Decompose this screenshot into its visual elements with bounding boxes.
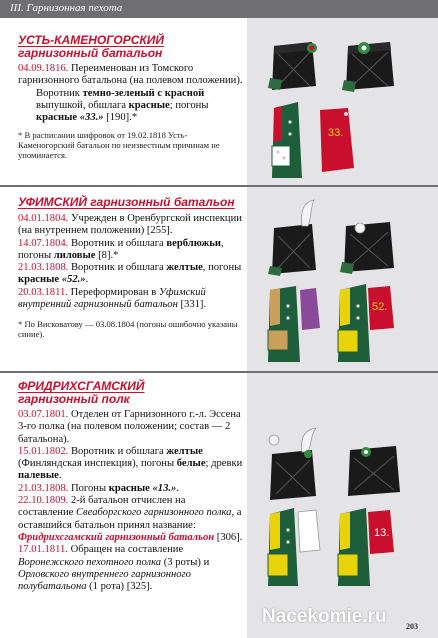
entry — [18, 287, 243, 312]
entry — [18, 446, 243, 483]
chapter-header-bar — [0, 0, 438, 18]
entry-text: Учрежден в Оренбургской инспекции (на внутреннем положении) [255]. — [18, 213, 242, 237]
entry-text: , а оставшийся батальон принял название: — [18, 507, 242, 531]
entry-text: лиловые — [53, 249, 96, 261]
entry-text: [331]. — [177, 299, 207, 311]
entry-text: Фридрихсгамский гарнизонный батальон — [18, 531, 215, 543]
entry-date: 21.03.1808. — [18, 262, 69, 274]
entry-text: Воротник и обшлага — [70, 237, 167, 249]
footnote: * В расписании шифровок от 19.02.1818 Усть-Каменогорский батальон по неизвестным причинам не упоминается. — [18, 130, 220, 161]
entry-date: 22.10.1809. — [18, 495, 69, 507]
entry — [18, 238, 243, 263]
entry — [18, 213, 243, 238]
shoulder-strap-33 — [316, 106, 360, 176]
footnote: * По Висковатову — 03.08.1804 (погоны ошибочно указаны синие). — [18, 319, 238, 340]
shoulder-strap — [320, 108, 354, 172]
entry-text: Воротник — [36, 87, 83, 99]
pompon-icon — [355, 223, 365, 233]
entry — [18, 495, 243, 544]
entry-text: Отделен от Гарнизонного г.-л. Эссена 3-го полка (на полевом положении; состав — 2 батальона). — [18, 409, 241, 445]
shako-illustration — [260, 426, 340, 502]
shoulder-strap — [300, 288, 320, 330]
collar-cuff-illustration — [334, 282, 400, 364]
collar-cuff-illustration — [334, 506, 400, 588]
entry-text: Переименован из Томского гарнизонного батальона (на полевом положении). — [18, 63, 243, 87]
entry-text: выпушкой, обшлага — [36, 99, 129, 111]
entry — [18, 88, 243, 125]
collar-cuff-illustration — [264, 506, 326, 588]
entry-text: красные — [18, 274, 62, 286]
entry-date: 14.07.1804. — [18, 237, 69, 249]
entry-date: 04.01.1804. — [18, 213, 69, 224]
entry-text: верблюжьи — [166, 237, 221, 249]
shako-illustration — [340, 440, 412, 502]
entry-date: 17.01.1811. — [18, 544, 68, 556]
entry-text: , погоны — [18, 237, 224, 261]
entry — [18, 483, 243, 495]
entry-text: желтые — [166, 262, 203, 274]
entry — [18, 63, 243, 88]
entry-text: 2-й батальон отчислен на составление — [18, 495, 186, 519]
shako-body — [272, 224, 316, 274]
section-title: УФИМСКИЙ гарнизонный батальон — [18, 195, 235, 209]
pompon-icon — [269, 435, 279, 445]
collar-cuff-illustration — [268, 100, 322, 180]
section-divider — [0, 371, 438, 373]
entry-date: 03.07.1801. — [18, 409, 69, 420]
entry-text: Уфимский внутренний гарнизонный батальон — [18, 286, 206, 311]
entry-text: Орловского внутреннего гарнизонного полубатальона — [18, 568, 191, 593]
shoulder-strap — [298, 510, 320, 552]
section-divider — [0, 185, 438, 187]
entry-text: красные — [108, 482, 153, 494]
section-title: УСТЬ-КАМЕНОГОРСКИЙ — [18, 33, 165, 47]
entry-text: [190].* — [103, 112, 138, 124]
entry-text: Воротник и обшлага — [70, 445, 167, 457]
entry-text: (3 роты) и — [161, 556, 210, 568]
entry-text: (Финляндская инспекция), погоны — [18, 458, 177, 470]
section-ufa — [18, 196, 243, 348]
entry-text: желтые — [166, 445, 203, 457]
section-subtitle: гарнизонный полк — [18, 392, 130, 406]
entry-text: (1 рота) [325]. — [86, 581, 153, 593]
shoulder-number: 33. — [328, 127, 344, 139]
entry-text: ; древки — [205, 458, 243, 470]
entry-text: , погоны — [202, 262, 242, 274]
entry-text: Воронежского пехотного полка — [18, 556, 162, 568]
shako-illustration — [264, 196, 334, 276]
plume-icon — [302, 200, 315, 226]
entry-text: . — [58, 470, 62, 482]
entry-text: красные — [36, 112, 80, 124]
shoulder-number: 52. — [372, 301, 388, 313]
entry-text: палевые — [18, 470, 59, 482]
entry-text: Свеаборгского гарнизонного полка — [75, 507, 232, 519]
entry-text: . — [176, 482, 179, 494]
watermark: Nacekomie.ru — [262, 606, 387, 627]
entry-text: . — [85, 274, 89, 286]
shako-illustration — [336, 214, 408, 278]
chapter-title: III. Гарнизонная пехота — [10, 2, 123, 14]
entry-text: Обращен на составление — [70, 544, 184, 556]
page-number: 203 — [406, 622, 418, 631]
plume-icon — [302, 428, 316, 452]
entry — [18, 544, 243, 593]
entry-date: 21.03.1808. — [18, 482, 69, 494]
entry-text: Погоны — [70, 482, 109, 494]
shako-illustration — [266, 28, 336, 94]
section-ust-kamenogorsk — [18, 34, 243, 169]
entry-date: 15.01.1802. — [18, 445, 69, 457]
collar-cuff-illustration — [266, 284, 326, 364]
entry-text: темно-зеленый с красной — [82, 87, 205, 99]
shoulder-number: 13. — [374, 527, 390, 539]
entry-text: Переформирован в — [70, 286, 159, 298]
section-subtitle: гарнизонный батальон — [18, 46, 163, 60]
entry-text: красные — [128, 99, 170, 111]
entry-text: [306]. — [214, 531, 243, 543]
entry-text: «33.» — [79, 112, 104, 124]
section-title: ФРИДРИХСГАМСКИЙ — [18, 379, 145, 393]
entry — [18, 262, 243, 287]
entry-date: 04.09.1816. — [18, 63, 69, 74]
entry-text: ; погоны — [169, 99, 209, 111]
entry — [18, 409, 243, 446]
entry-text: «52.» — [61, 274, 86, 286]
section-friedrichsham — [18, 380, 243, 593]
entry-text: «13.» — [152, 482, 177, 494]
shako-illustration — [338, 26, 408, 94]
entry-text: [8].* — [95, 249, 119, 261]
entry-text: Воротник и обшлага — [70, 262, 167, 274]
entry-date: 20.03.1811. — [18, 286, 68, 298]
entry-text: белые — [176, 458, 206, 470]
